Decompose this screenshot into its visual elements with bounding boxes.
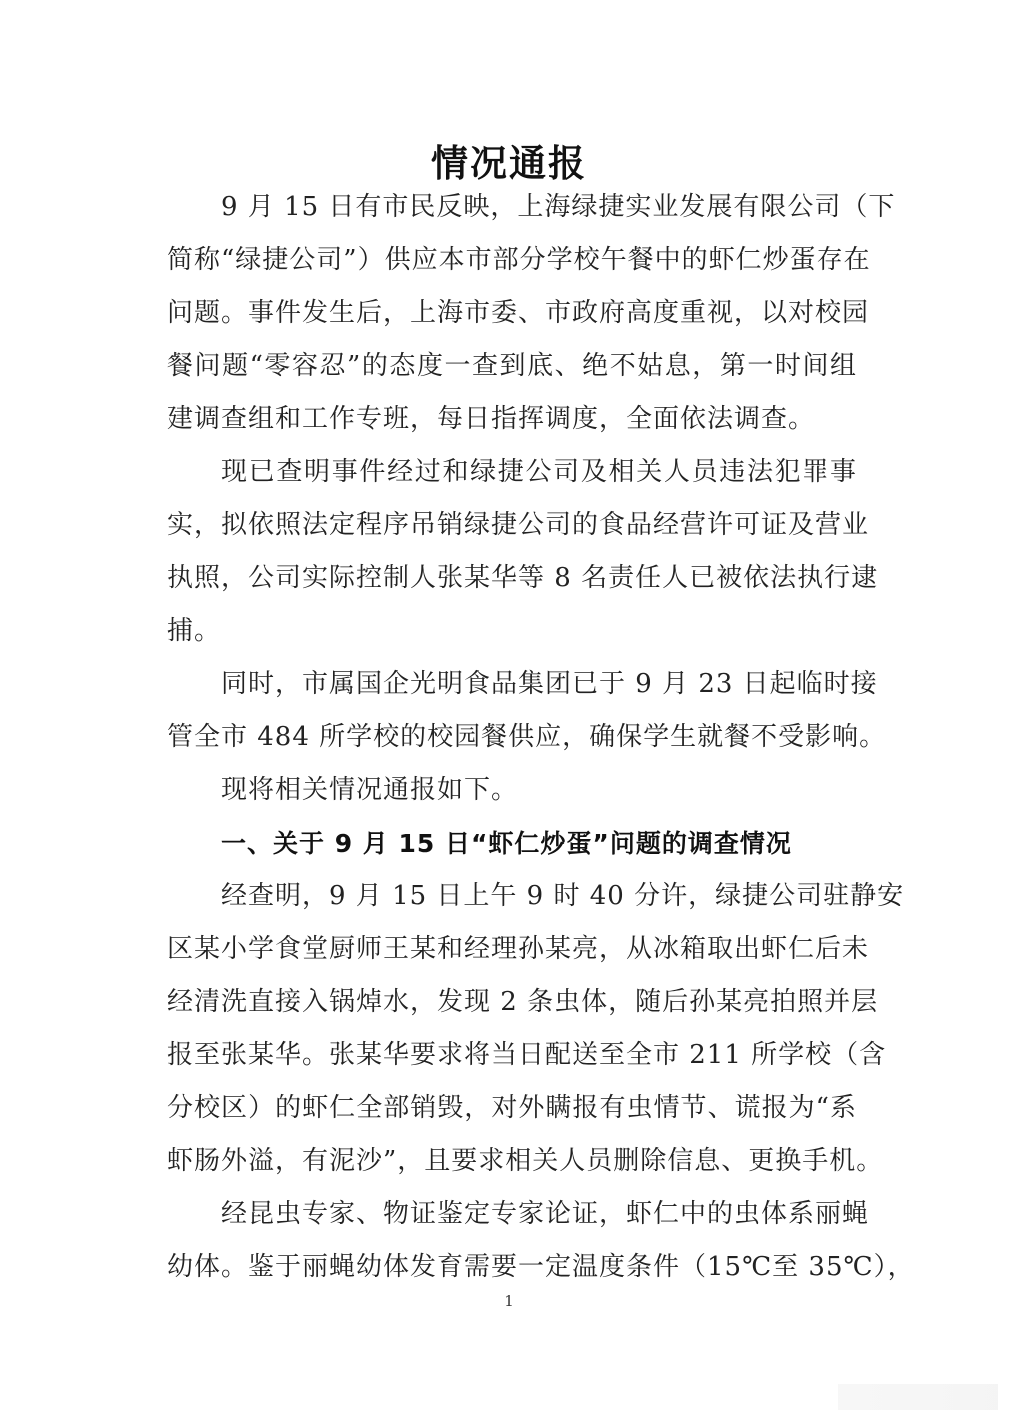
paragraph xyxy=(167,1188,915,1294)
text-line: 报至张某华。张某华要求将当日配送至全市 211 所学校（含 xyxy=(167,1040,887,1070)
text-line: 建调查组和工作专班，每日指挥调度，全面依法调查。 xyxy=(167,404,816,434)
text-line: 捕。 xyxy=(167,616,222,646)
text-line: 9 月 15 日有市民反映，上海绿捷实业发展有限公司（下 xyxy=(221,192,896,222)
text-line: 现将相关情况通报如下。 xyxy=(221,775,519,805)
paragraph xyxy=(167,764,857,817)
paragraph xyxy=(167,870,905,1188)
paragraph xyxy=(167,658,887,764)
text-line: 同时，市属国企光明食品集团已于 9 月 23 日起临时接 xyxy=(221,669,878,699)
page-number: 1 xyxy=(504,1292,514,1310)
watermark xyxy=(838,1384,998,1410)
text-line: 实，拟依照法定程序吊销绿捷公司的食品经营许可证及营业 xyxy=(167,510,870,540)
document-body xyxy=(167,181,915,1294)
text-line: 经查明，9 月 15 日上午 9 时 40 分许，绿捷公司驻静安 xyxy=(221,881,905,911)
text-line: 问题。事件发生后，上海市委、市政府高度重视，以对校园 xyxy=(167,298,870,328)
text-line: 现已查明事件经过和绿捷公司及相关人员违法犯罪事 xyxy=(221,457,857,487)
document-title: 情况通报 xyxy=(431,141,587,185)
section-heading xyxy=(167,817,857,870)
text-line: 管全市 484 所学校的校园餐供应，确保学生就餐不受影响。 xyxy=(167,722,887,752)
text-line: 简称“绿捷公司”）供应本市部分学校午餐中的虾仁炒蛋存在 xyxy=(167,245,871,275)
text-line: 餐问题“零容忍”的态度一查到底、绝不姑息，第一时间组 xyxy=(167,351,857,381)
paragraph xyxy=(167,446,879,658)
text-line: 一、关于 9 月 15 日“虾仁炒蛋”问题的调查情况 xyxy=(221,829,792,858)
text-line: 执照，公司实际控制人张某华等 8 名责任人已被依法执行逮 xyxy=(167,563,879,593)
text-line: 幼体。鉴于丽蝇幼体发育需要一定温度条件（15℃至 35℃）， xyxy=(167,1252,915,1282)
text-line: 区某小学食堂厨师王某和经理孙某亮，从冰箱取出虾仁后未 xyxy=(167,934,870,964)
text-line: 经昆虫专家、物证鉴定专家论证，虾仁中的虫体系丽蝇 xyxy=(221,1199,870,1229)
text-line: 分校区）的虾仁全部销毁，对外瞒报有虫情节、谎报为“系 xyxy=(167,1093,857,1123)
text-line: 经清洗直接入锅焯水，发现 2 条虫体，随后孙某亮拍照并层 xyxy=(167,987,879,1017)
paragraph xyxy=(167,181,896,446)
text-line: 虾肠外溢，有泥沙”，且要求相关人员删除信息、更换手机。 xyxy=(167,1146,884,1176)
